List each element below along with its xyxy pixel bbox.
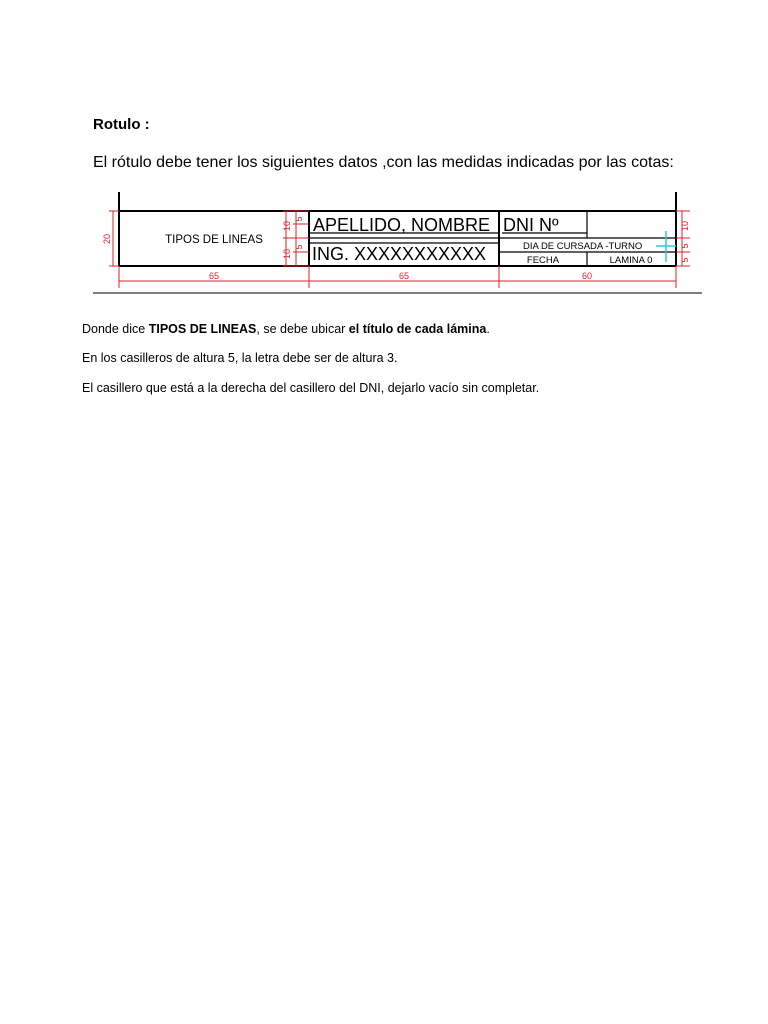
dim-mid-5-bottom: 5 (294, 244, 304, 250)
dim-right-5-top: 5 (680, 243, 690, 249)
fecha-cell-text: FECHA (526, 255, 560, 266)
paragraph-empty-cell: El casillero que está a la derecha del casillero del DNI, dejarlo vacío sin completar. (82, 381, 540, 395)
dim-right-10: 10 (680, 220, 690, 232)
name-cell-text: APELLIDO, NOMBRE (313, 215, 491, 235)
dim-mid-5-top: 5 (294, 216, 304, 222)
title-block-drawing (0, 180, 768, 300)
cursada-cell-text: DIA DE CURSADA -TURNO (523, 241, 643, 252)
p1-text-1: Donde dice (82, 322, 149, 336)
p1-text-2: , se debe ubicar (256, 322, 349, 336)
dim-right-5-bottom: 5 (680, 257, 690, 263)
p1-bold-titulo: el título de cada lámina (348, 322, 487, 336)
lamina-cell-text: LAMINA 0 (609, 255, 653, 266)
dim-width-right: 60 (581, 271, 593, 281)
intro-text: El rótulo debe tener los siguientes datos ,con las medidas indicadas por las cotas: (93, 154, 674, 171)
heading-rotulo: Rotulo : (93, 116, 150, 133)
cursor-marker-icon (656, 231, 676, 262)
dim-width-mid: 65 (398, 271, 410, 281)
p1-bold-tipos: TIPOS DE LINEAS (148, 322, 257, 336)
dim-mid-10-bottom: 10 (282, 248, 292, 260)
paragraph-title-instruction (82, 322, 490, 336)
dni-cell-text: DNI Nº (503, 215, 559, 235)
ing-cell-text: ING. XXXXXXXXXXX (312, 244, 487, 264)
dim-left-20: 20 (102, 233, 112, 245)
dim-width-left: 65 (208, 271, 220, 281)
p1-text-3: . (486, 322, 490, 336)
dim-mid-10-top: 10 (282, 220, 292, 232)
title-cell-text: TIPOS DE LINEAS (165, 234, 263, 246)
paragraph-letter-height: En los casilleros de altura 5, la letra debe ser de altura 3. (82, 351, 398, 365)
